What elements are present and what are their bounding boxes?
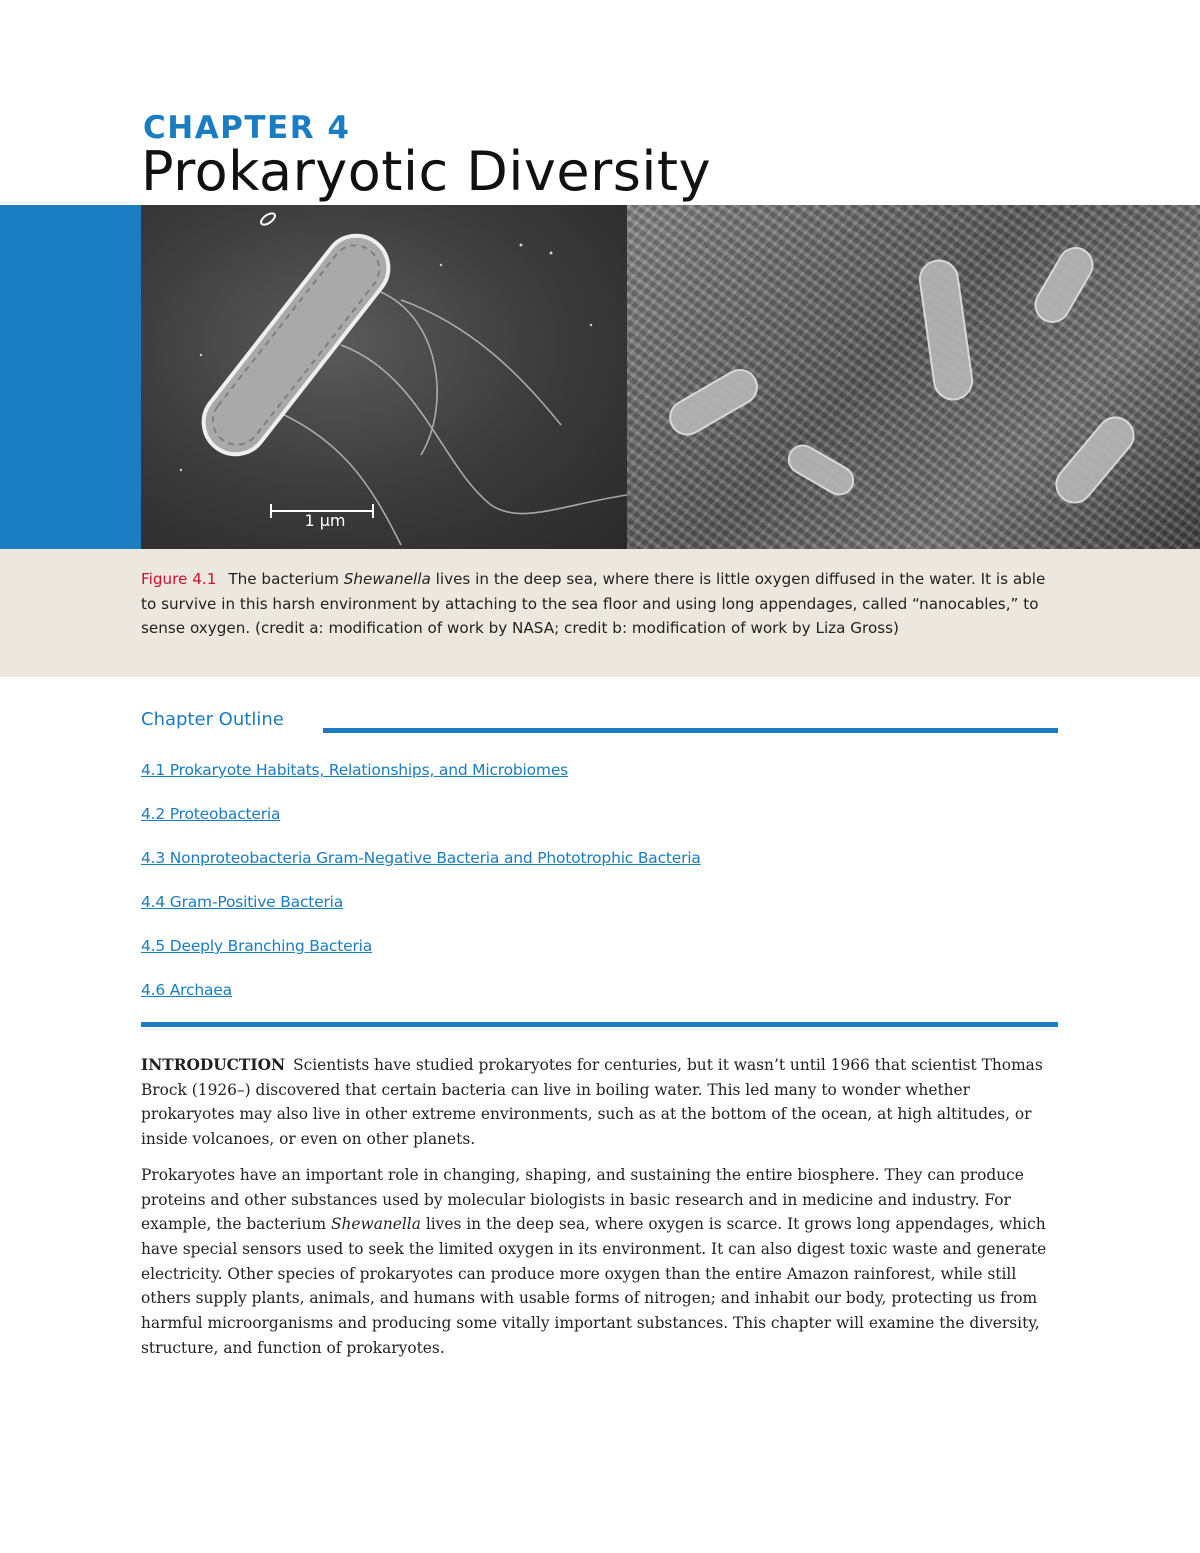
outline-divider: [323, 728, 1058, 733]
chapter-outline-heading: Chapter Outline: [141, 709, 284, 730]
micrograph-shewanella-a: [141, 205, 627, 549]
caption-text-2: lives in the deep sea, where there is little oxygen diffused in the water. It is able to survive in this harsh environment by attaching to the sea floor and using long appendages, called “nanocables,” to sense oxygen. (credit a: modification of work by NASA; credit b: modification of work by Liza Gross): [141, 570, 1046, 637]
outline-link-4-1[interactable]: 4.1 Prokaryote Habitats, Relationships, and Microbiomes: [141, 761, 569, 779]
intro-species: Shewanella: [330, 1215, 421, 1234]
intro-paragraph-2: [141, 1163, 1061, 1361]
accent-bar: [0, 205, 141, 549]
chapter-outline-list: [141, 761, 701, 1025]
outline-bottom-divider: [141, 1022, 1058, 1027]
outline-item: [141, 937, 701, 981]
outline-item: [141, 761, 701, 805]
outline-link-4-6[interactable]: 4.6 Archaea: [141, 981, 232, 999]
outline-link-4-5[interactable]: 4.5 Deeply Branching Bacteria: [141, 937, 373, 955]
scale-bar-label: 1 μm: [304, 511, 346, 530]
introduction-section: [141, 1053, 1061, 1371]
caption-species: Shewanella: [343, 570, 431, 588]
intro-text-1: Scientists have studied prokaryotes for centuries, but it wasn’t until 1966 that scientist Thomas Brock (1926–) discovered that certain bacteria can live in boiling water. This led many to wonder whether prokaryotes may also live in other extreme environments, such as at the bottom of the ocean, at high altitudes, or inside volcanoes, or even on other planets.: [141, 1056, 1043, 1149]
micrograph-shewanella-b: [627, 205, 1200, 549]
outline-item: [141, 893, 701, 937]
outline-link-4-3[interactable]: 4.3 Nonproteobacteria Gram-Negative Bacteria and Phototrophic Bacteria: [141, 849, 701, 867]
chapter-title: Prokaryotic Diversity: [141, 140, 712, 203]
intro-text-2b: lives in the deep sea, where oxygen is scarce. It grows long appendages, which have special sensors used to seek the limited oxygen in its environment. It can also digest toxic waste and generate electricity. Other species of prokaryotes can produce more oxygen than the entire Amazon rainforest, while still others supply plants, animals, and humans with usable forms of nitrogen; and inhabit our body, protecting us from harmful microorganisms and producing some vitally important substances. This chapter will examine the diversity, structure, and function of prokaryotes.: [141, 1215, 1047, 1357]
outline-item: [141, 849, 701, 893]
outline-link-4-2[interactable]: 4.2 Proteobacteria: [141, 805, 281, 823]
intro-text-2a: Prokaryotes have an important role in changing, shaping, and sustaining the entire biosphere. They can produce proteins and other substances used by molecular biologists in basic research and in medicine and industry. For example, the bacterium: [141, 1165, 1024, 1234]
figure-caption: [141, 567, 1061, 641]
caption-text-1: The bacterium: [228, 570, 344, 588]
outline-link-4-4[interactable]: 4.4 Gram-Positive Bacteria: [141, 893, 344, 911]
intro-paragraph-1: [141, 1053, 1061, 1152]
outline-item: [141, 981, 701, 1025]
chapter-label: CHAPTER 4: [143, 110, 351, 146]
intro-label: INTRODUCTION: [141, 1056, 286, 1074]
outline-item: [141, 805, 701, 849]
figure-number: Figure 4.1: [141, 570, 217, 588]
